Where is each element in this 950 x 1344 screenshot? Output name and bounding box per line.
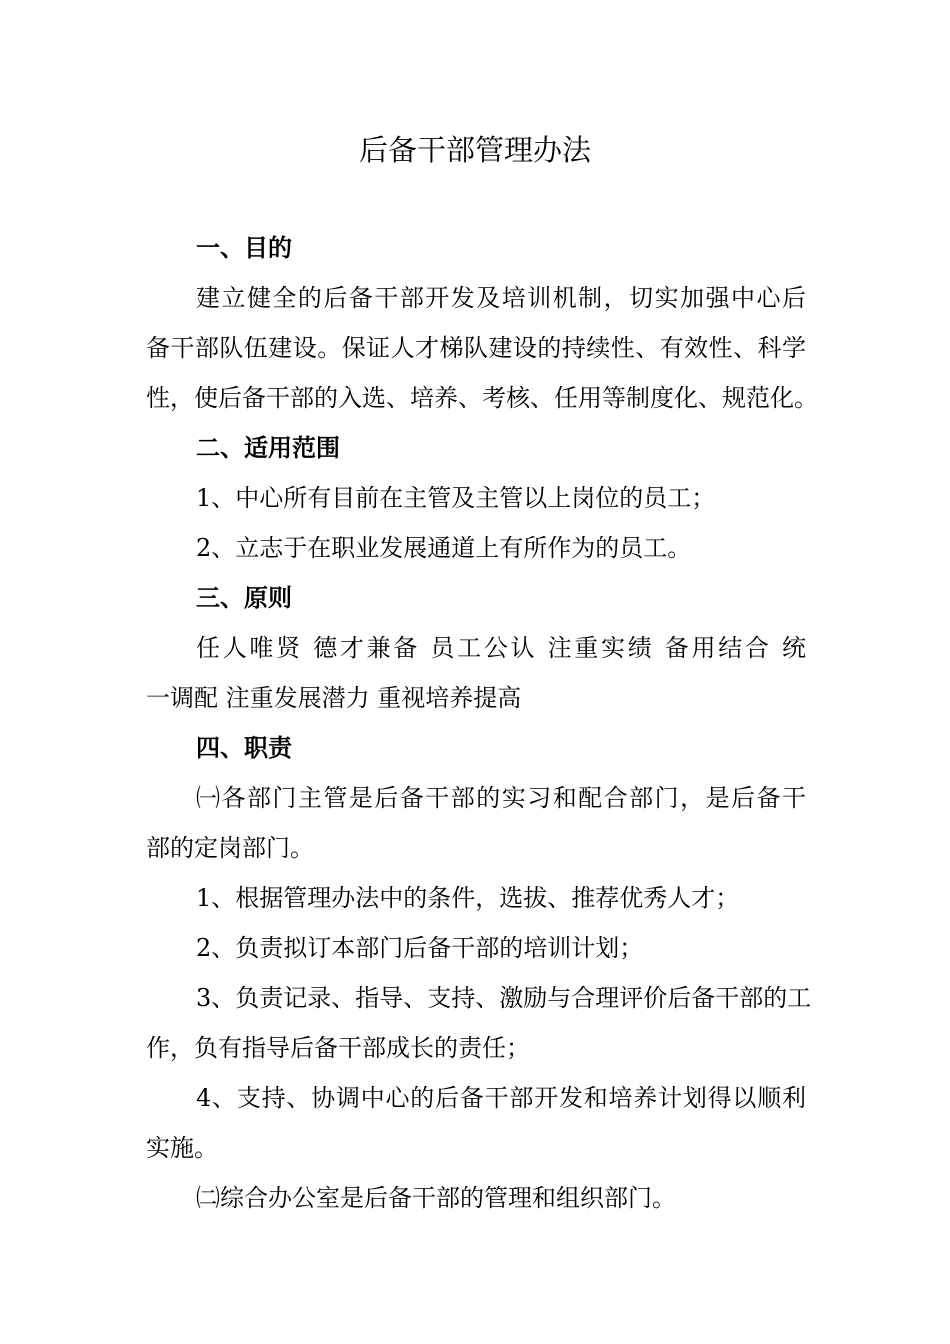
duties-item-2: 2、负责拟订本部门后备干部的培训计划； — [196, 934, 644, 962]
section-heading-purpose: 一、目的 — [196, 234, 292, 262]
duties-item-4-line-2: 实施。 — [146, 1134, 218, 1162]
scope-item-1: 1、中心所有目前在主管及主管以上岗位的员工； — [196, 484, 716, 512]
principles-line-2: 一调配 注重发展潜力 重视培养提高 — [146, 684, 522, 712]
scope-item-2: 2、立志于在职业发展通道上有所作为的员工。 — [196, 534, 692, 562]
purpose-line-2: 备干部队伍建设。保证人才梯队建设的持续性、有效性、科学 — [146, 334, 806, 362]
duties-item-3-line-2: 作，负有指导后备干部成长的责任； — [146, 1034, 530, 1062]
duties-part1-line-1: ㈠各部门主管是后备干部的实习和配合部门，是后备干 — [196, 784, 806, 812]
purpose-line-1: 建立健全的后备干部开发及培训机制，切实加强中心后 — [196, 284, 806, 312]
duties-item-1: 1、根据管理办法中的条件，选拔、推荐优秀人才； — [196, 884, 740, 912]
duties-part2: ㈡综合办公室是后备干部的管理和组织部门。 — [196, 1184, 676, 1212]
principles-line-1: 任人唯贤 德才兼备 员工公认 注重实绩 备用结合 统 — [196, 634, 806, 662]
purpose-line-3: 性，使后备干部的入选、培养、考核、任用等制度化、规范化。 — [146, 384, 818, 412]
section-heading-principles: 三、原则 — [196, 584, 292, 612]
duties-item-3-line-1: 3、负责记录、指导、支持、激励与合理评价后备干部的工 — [196, 984, 812, 1012]
section-heading-duties: 四、职责 — [196, 734, 292, 762]
section-heading-scope: 二、适用范围 — [196, 434, 340, 462]
duties-part1-line-2: 部的定岗部门。 — [146, 834, 314, 862]
page-title: 后备干部管理办法 — [358, 133, 591, 167]
duties-item-4-line-1: 4、支持、协调中心的后备干部开发和培养计划得以顺利 — [196, 1084, 806, 1112]
